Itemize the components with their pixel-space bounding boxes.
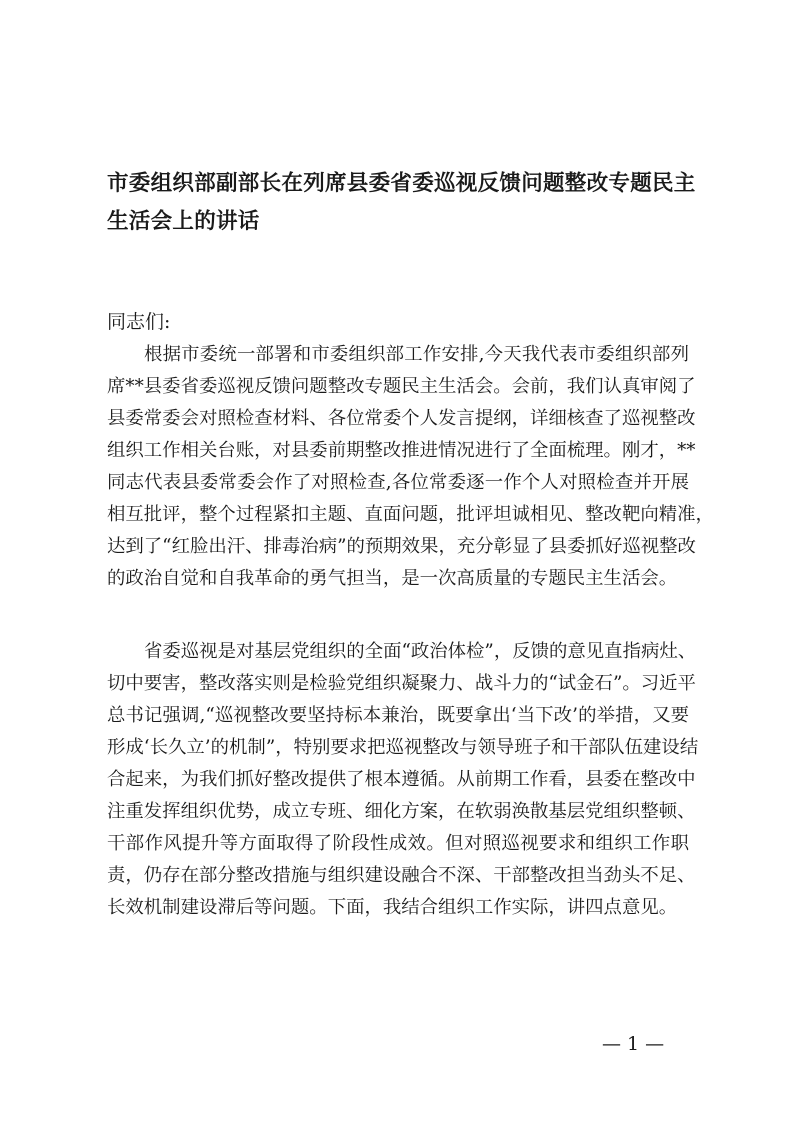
text-line: 总书记强调,“巡视整改要坚持标本兼治，既要拿出‘当下改’的举措，又要 [107,705,689,726]
text-line: 相互批评，整个过程紧扣主题、直面问题，批评坦诚相见、整改靶向精准， [107,504,714,525]
title-line: 市委组织部副部长在列席县委省委巡视反馈问题整改专题民主 [107,171,696,196]
text-line: 席**县委省委巡视反馈问题整改专题民主生活会。会前，我们认真审阅了 [107,376,696,397]
salutation: 同志们: [107,311,171,333]
text-line: 注重发挥组织优势，成立专班、细化方案，在软弱涣散基层党组织整顿、 [107,801,696,822]
text-line: 根据市委统一部署和市委组织部工作安排,今天我代表市委组织部列 [144,344,689,365]
text-line: 县委常委会对照检查材料、各位常委个人发言提纲，详细核查了巡视整改 [107,408,696,429]
text-line: 切中要害，整改落实则是检验党组织凝聚力、战斗力的“试金石”。习近平 [107,673,696,694]
title-line: 生活会上的讲话 [107,209,260,234]
text-line: 合起来，为我们抓好整改提供了根本遵循。从前期工作看，县委在整改中 [107,769,696,790]
text-line: 达到了“红脸出汗、排毒治病”的预期效果，充分彰显了县委抓好巡视整改 [107,536,696,557]
text-line: 长效机制建设滞后等问题。下面，我结合组织工作实际，讲四点意见。 [107,897,678,918]
text-line: 干部作风提升等方面取得了阶段性成效。但对照巡视要求和组织工作职 [107,833,689,854]
page-number: — 1 — [602,1033,665,1055]
text-line: 省委巡视是对基层党组织的全面“政治体检”，反馈的意见直指病灶、 [144,641,697,662]
text-line: 同志代表县委常委会作了对照检查,各位常委逐一作个人对照检查并开展 [107,472,689,493]
text-line: 责，仍存在部分整改措施与组织建设融合不深、干部整改担当劲头不足、 [107,865,696,886]
text-line: 的政治自觉和自我革命的勇气担当，是一次高质量的专题民主生活会。 [107,568,678,589]
text-line: 组织工作相关台账，对县委前期整改推进情况进行了全面梳理。刚才，** [107,440,696,461]
paragraph-2 [107,636,699,924]
document-title [107,165,697,241]
paragraph-1 [107,339,714,595]
text-line: 形成‘长久立’的机制”，特别要求把巡视整改与领导班子和干部队伍建设结 [107,737,699,758]
